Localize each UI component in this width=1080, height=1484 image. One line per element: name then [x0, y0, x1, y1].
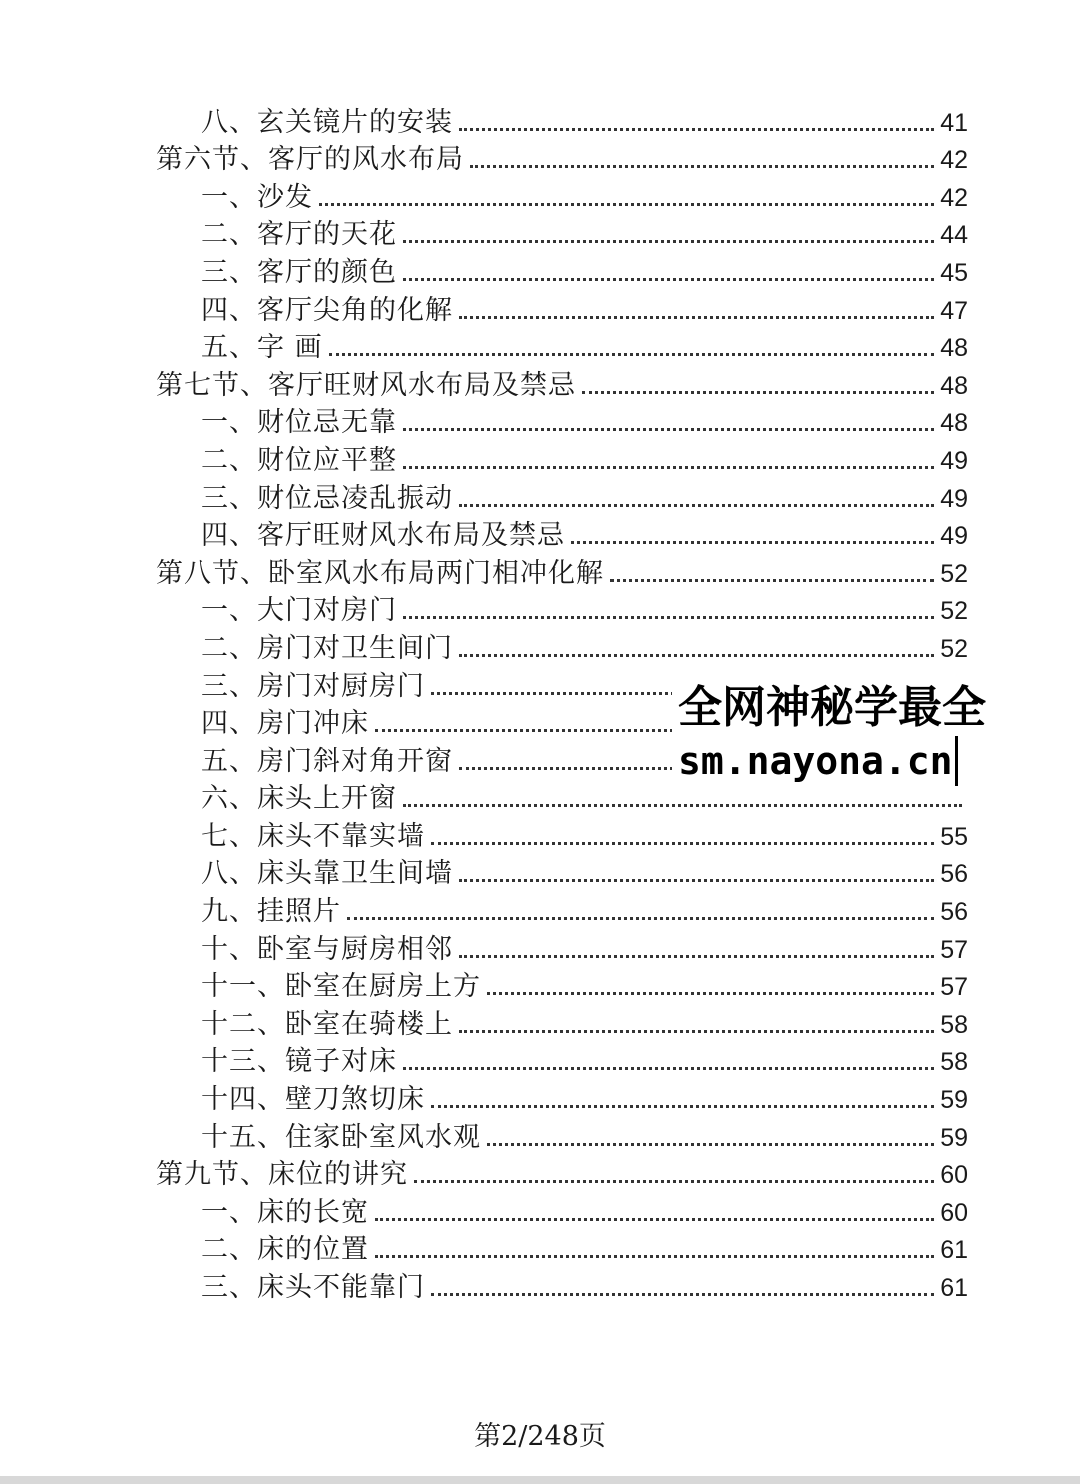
toc-dot-leader — [431, 1293, 934, 1296]
toc-dot-leader — [459, 879, 934, 882]
toc-subsection-entry[interactable] — [156, 215, 968, 253]
watermark-url: sm.nayona.cn — [678, 736, 958, 786]
toc-entry-title: 二、房门对卫生间门 — [201, 632, 453, 664]
page-number-footer: 第2/248页 — [474, 1421, 606, 1452]
toc-section-entry[interactable] — [156, 365, 968, 403]
toc-entry-title: 八、床头靠卫生间墙 — [201, 858, 453, 890]
toc-entry-page-number: 41 — [940, 108, 968, 137]
toc-entry-page-number: 61 — [940, 1236, 968, 1265]
toc-section-entry[interactable] — [156, 1155, 968, 1193]
toc-entry-page-number: 49 — [940, 522, 968, 551]
toc-dot-leader — [459, 128, 934, 131]
toc-dot-leader — [431, 842, 934, 845]
toc-entry-title: 六、床头上开窗 — [201, 783, 397, 815]
toc-subsection-entry[interactable] — [156, 1079, 968, 1117]
toc-entry-title: 八、玄关镜片的安装 — [201, 106, 453, 138]
toc-subsection-entry[interactable] — [156, 102, 968, 140]
toc-entry-page-number: 45 — [940, 258, 968, 287]
toc-entry-page-number: 48 — [940, 409, 968, 438]
toc-entry-page-number: 48 — [940, 371, 968, 400]
toc-subsection-entry[interactable] — [156, 1267, 968, 1305]
toc-entry-title: 第七节、客厅旺财风水布局及禁忌 — [156, 369, 576, 401]
toc-entry-title: 四、客厅旺财风水布局及禁忌 — [201, 520, 565, 552]
toc-entry-title: 二、财位应平整 — [201, 444, 397, 476]
toc-entry-page-number: 42 — [940, 183, 968, 212]
toc-entry-page-number: 58 — [940, 1048, 968, 1077]
toc-entry-page-number: 52 — [940, 559, 968, 588]
toc-entry-title: 第六节、客厅的风水布局 — [156, 144, 464, 176]
toc-dot-leader — [403, 240, 934, 243]
toc-dot-leader — [459, 316, 934, 319]
toc-entry-title: 十四、壁刀煞切床 — [201, 1084, 425, 1116]
toc-entry-title: 十一、卧室在厨房上方 — [201, 971, 481, 1003]
toc-dot-leader — [459, 955, 934, 958]
toc-entry-title: 五、房门斜对角开窗 — [201, 745, 453, 777]
toc-entry-title: 四、房门冲床 — [201, 708, 369, 740]
toc-entry-page-number: 56 — [940, 898, 968, 927]
toc-entry-title: 十二、卧室在骑楼上 — [201, 1008, 453, 1040]
toc-dot-leader — [571, 541, 934, 544]
toc-entry-title: 九、挂照片 — [201, 896, 341, 928]
toc-dot-leader — [403, 428, 934, 431]
toc-subsection-entry[interactable] — [156, 516, 968, 554]
toc-subsection-entry[interactable] — [156, 1042, 968, 1080]
toc-entry-title: 三、财位忌凌乱振动 — [201, 482, 453, 514]
toc-entry-title: 五、字 画 — [201, 332, 323, 364]
toc-entry-title: 一、床的长宽 — [201, 1196, 369, 1228]
toc-entry-title: 十、卧室与厨房相邻 — [201, 933, 453, 965]
toc-entry-page-number: 61 — [940, 1274, 968, 1302]
toc-subsection-entry[interactable] — [156, 252, 968, 290]
toc-entry-title: 三、客厅的颜色 — [201, 256, 397, 288]
toc-dot-leader — [403, 278, 934, 281]
toc-section-entry[interactable] — [156, 140, 968, 178]
toc-entry-title: 第九节、床位的讲究 — [156, 1159, 408, 1191]
toc-subsection-entry[interactable] — [156, 816, 968, 854]
toc-entry-page-number: 48 — [940, 334, 968, 363]
toc-dot-leader — [347, 917, 934, 920]
watermark-slogan: 全网神秘学最全 — [678, 682, 986, 733]
watermark-overlay — [672, 680, 1080, 800]
toc-entry-title: 七、床头不靠实墙 — [201, 820, 425, 852]
toc-entry-title: 三、房门对厨房门 — [201, 670, 425, 702]
toc-dot-leader — [487, 1143, 934, 1146]
toc-subsection-entry[interactable] — [156, 177, 968, 215]
toc-subsection-entry[interactable] — [156, 403, 968, 441]
toc-subsection-entry[interactable] — [156, 1230, 968, 1268]
toc-entry-page-number: 57 — [940, 973, 968, 1002]
toc-dot-leader — [375, 1218, 934, 1221]
toc-entry-title: 三、床头不能靠门 — [201, 1272, 425, 1303]
toc-entry-page-number: 57 — [940, 935, 968, 964]
toc-entry-title: 四、客厅尖角的化解 — [201, 294, 453, 326]
toc-entry-title: 十三、镜子对床 — [201, 1046, 397, 1078]
toc-entry-page-number: 60 — [940, 1161, 968, 1190]
toc-dot-leader — [431, 1105, 934, 1108]
toc-entry-title: 十五、住家卧室风水观 — [201, 1121, 481, 1153]
toc-dot-leader — [459, 1030, 934, 1033]
toc-subsection-entry[interactable] — [156, 628, 968, 666]
toc-entry-page-number: 49 — [940, 484, 968, 513]
toc-entry-page-number: 52 — [940, 597, 968, 626]
toc-dot-leader — [403, 1067, 934, 1070]
toc-subsection-entry[interactable] — [156, 929, 968, 967]
toc-subsection-entry[interactable] — [156, 328, 968, 366]
toc-dot-leader — [403, 616, 934, 619]
toc-dot-leader — [403, 466, 934, 469]
toc-entry-page-number: 49 — [940, 446, 968, 475]
toc-entry-page-number: 52 — [940, 634, 968, 663]
toc-section-entry[interactable] — [156, 553, 968, 591]
toc-entry-title: 二、客厅的天花 — [201, 219, 397, 251]
toc-entry-title: 第八节、卧室风水布局两门相冲化解 — [156, 557, 604, 589]
toc-entry-page-number: 42 — [940, 146, 968, 175]
toc-subsection-entry[interactable] — [156, 1004, 968, 1042]
toc-entry-page-number: 55 — [940, 822, 968, 851]
toc-subsection-entry[interactable] — [156, 478, 968, 516]
toc-dot-leader — [487, 992, 934, 995]
toc-subsection-entry[interactable] — [156, 967, 968, 1005]
toc-entry-page-number: 44 — [940, 221, 968, 250]
toc-entry-page-number: 56 — [940, 860, 968, 889]
toc-entry-title: 一、沙发 — [201, 181, 313, 213]
toc-subsection-entry[interactable] — [156, 1117, 968, 1155]
toc-subsection-entry[interactable] — [156, 591, 968, 629]
toc-dot-leader — [319, 203, 934, 206]
viewer-bottom-bar — [0, 1476, 1080, 1484]
toc-entry-page-number: 47 — [940, 296, 968, 325]
toc-subsection-entry[interactable] — [156, 891, 968, 929]
toc-entry-page-number: 60 — [940, 1198, 968, 1227]
toc-entry-title: 一、财位忌无靠 — [201, 407, 397, 439]
toc-entry-title: 二、床的位置 — [201, 1234, 369, 1266]
toc-dot-leader — [582, 391, 934, 394]
toc-dot-leader — [414, 1180, 934, 1183]
toc-entry-page-number: 59 — [940, 1086, 968, 1115]
toc-dot-leader — [329, 353, 935, 356]
toc-entry-page-number: 59 — [940, 1123, 968, 1152]
toc-subsection-entry[interactable] — [156, 1192, 968, 1230]
toc-dot-leader — [403, 804, 962, 807]
toc-dot-leader — [610, 579, 934, 582]
toc-dot-leader — [375, 1255, 934, 1258]
toc-dot-leader — [459, 654, 934, 657]
toc-dot-leader — [459, 504, 934, 507]
toc-subsection-entry[interactable] — [156, 440, 968, 478]
toc-entry-page-number: 58 — [940, 1010, 968, 1039]
toc-subsection-entry[interactable] — [156, 854, 968, 892]
toc-subsection-entry[interactable] — [156, 290, 968, 328]
toc-entry-title: 一、大门对房门 — [201, 595, 397, 627]
toc-dot-leader — [470, 165, 934, 168]
